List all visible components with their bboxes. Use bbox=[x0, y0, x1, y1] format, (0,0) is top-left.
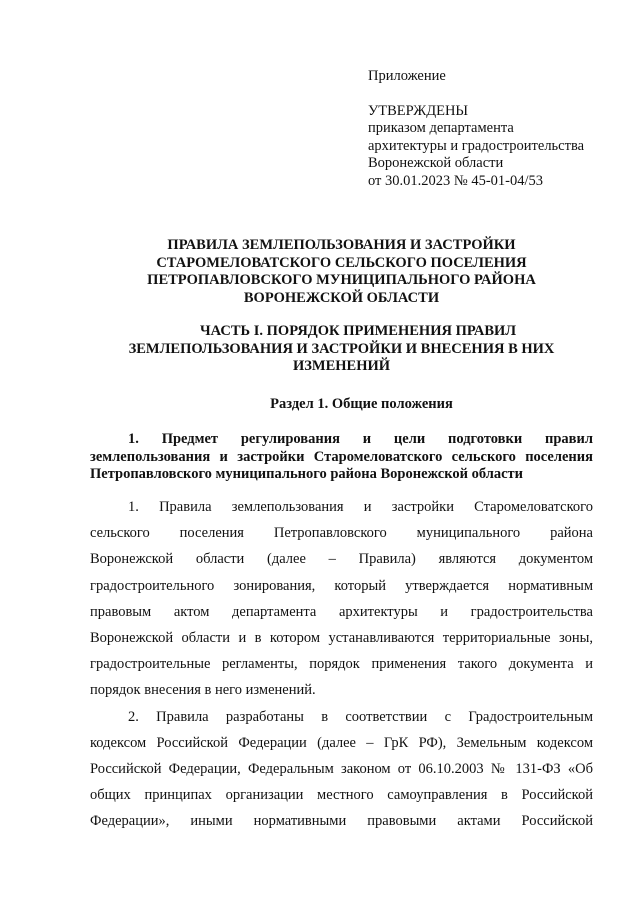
article-heading-line-2: землепользования и застройки Старомеловатского сельского поселения bbox=[90, 448, 593, 465]
title-line-1: ПРАВИЛА ЗЕМЛЕПОЛЬЗОВАНИЯ И ЗАСТРОЙКИ bbox=[167, 237, 516, 253]
approved-label: УТВЕРЖДЕНЫ bbox=[368, 102, 469, 119]
paragraph-2-line: общих принципах организации местного самоуправления в Российской bbox=[90, 787, 593, 804]
body-text bbox=[90, 494, 593, 835]
article-heading-line-3: Петропавловского муниципального района Воронежской области bbox=[90, 466, 524, 482]
title-line-2: СТАРОМЕЛОВАТСКОГО СЕЛЬСКОГО ПОСЕЛЕНИЯ bbox=[156, 254, 527, 271]
paragraph-1-line: правовым актом департамента архитектуры и градостроительства bbox=[90, 603, 593, 620]
paragraph-2-line: 2. Правила разработаны в соответствии с Градостроительным bbox=[128, 708, 593, 725]
approval-block bbox=[368, 68, 584, 190]
paragraph-2-line: кодексом Российской Федерации (далее – ГрК РФ), Земельным кодексом bbox=[90, 734, 593, 751]
paragraph-2-line: Российской Федерации, Федеральным законом от 06.10.2003 № 131-ФЗ «Об bbox=[90, 761, 593, 778]
paragraph-1-line: сельского поселения Петропавловского муниципального района bbox=[90, 525, 593, 542]
paragraph-2-line: Федерации», иными нормативными правовыми актами Российской bbox=[90, 813, 593, 830]
paragraph-1-line: градостроительные регламенты, порядок применения такого документа и bbox=[90, 656, 593, 673]
approval-line-2: архитектуры и градостроительства bbox=[368, 137, 585, 154]
approval-line-1: приказом департамента bbox=[368, 120, 514, 136]
section-heading: Раздел 1. Общие положения bbox=[270, 396, 453, 412]
paragraph-1-line: 1. Правила землепользования и застройки Старомеловатского bbox=[128, 499, 593, 515]
paragraph-1-line: Воронежской области и в котором устанавливаются территориальные зоны, bbox=[90, 630, 593, 647]
annex-label: Приложение bbox=[368, 68, 446, 84]
approval-line-3: Воронежской области bbox=[368, 155, 504, 171]
paragraph-1-line: градостроительного зонирования, который утверждается нормативным bbox=[90, 577, 593, 594]
part-heading-line-1: ЧАСТЬ I. ПОРЯДОК ПРИМЕНЕНИЯ ПРАВИЛ bbox=[200, 323, 517, 339]
paragraph-1-line: порядок внесения в него изменений. bbox=[90, 682, 316, 699]
part-heading-line-3: ИЗМЕНЕНИЙ bbox=[292, 358, 391, 374]
document-title bbox=[90, 237, 593, 307]
part-heading bbox=[90, 323, 593, 376]
approval-line-4: от 30.01.2023 № 45-01-04/53 bbox=[368, 172, 544, 189]
article-heading bbox=[90, 431, 593, 484]
paragraph-1-line: Воронежской области (далее – Правила) являются документом bbox=[90, 551, 593, 568]
title-line-3: ПЕТРОПАВЛОВСКОГО МУНИЦИПАЛЬНОГО РАЙОНА bbox=[147, 272, 536, 288]
article-heading-line-1: 1. Предмет регулирования и цели подготовки правил bbox=[128, 431, 593, 447]
part-heading-line-2: ЗЕМЛЕПОЛЬЗОВАНИЯ И ЗАСТРОЙКИ И ВНЕСЕНИЯ В НИХ bbox=[128, 340, 555, 357]
title-line-4: ВОРОНЕЖСКОЙ ОБЛАСТИ bbox=[243, 289, 440, 306]
